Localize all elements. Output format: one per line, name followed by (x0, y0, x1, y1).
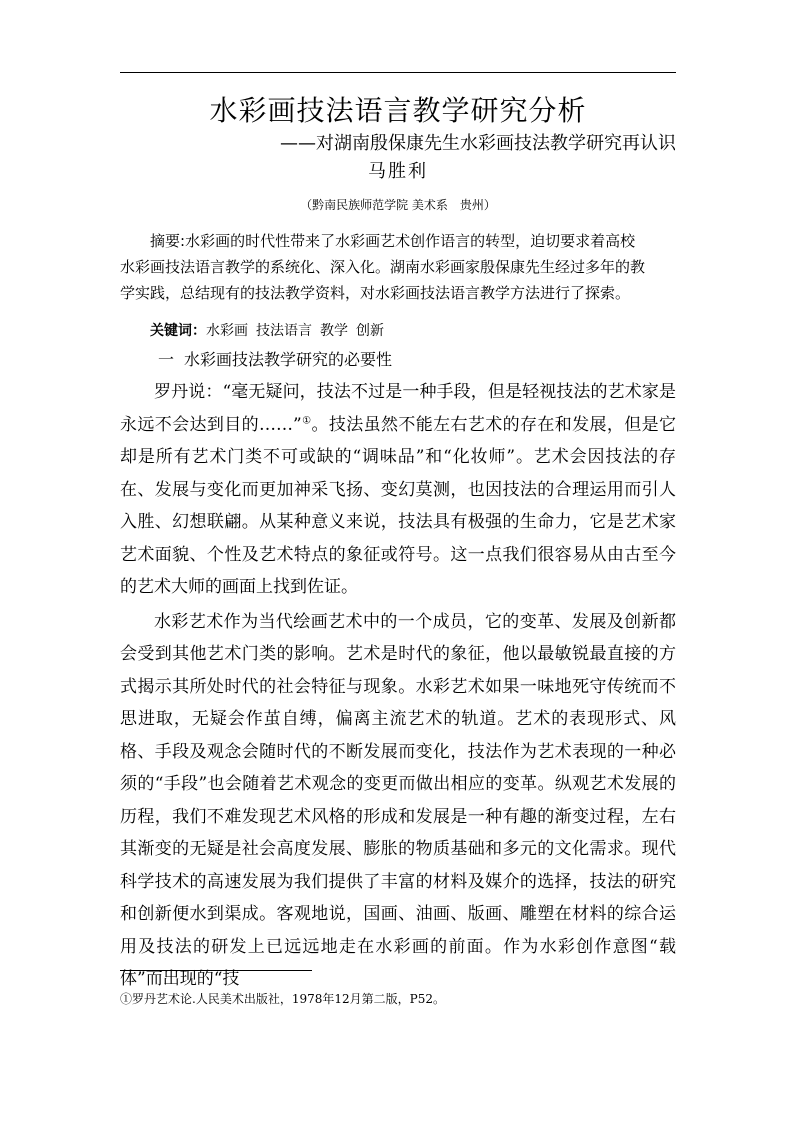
keyword-item: 水彩画 (206, 323, 248, 339)
paragraph-1 (120, 376, 676, 604)
abstract-label: 摘要: (150, 232, 186, 250)
paragraph-1-text-a: 罗丹说：“毫无疑问，技法不过是一种手段，但是轻视技法的艺术家是永远不会达到目的……” (120, 382, 676, 435)
paragraph-1-text-b: 。技法虽然不能左右艺术的存在和发展，但是它却是所有艺术门类不可或缺的“调味品”和“化妆师”。艺术会因技法的存在、发展与变化而更加神采飞扬、变幻莫测，也因技法的合理运用而引人入胜、幻想联翩。从某种意义来说，技法具有极强的生命力，它是艺术家艺术面貌、个性及艺术特点的象征或符号。这一点我们很容易从由古至今的艺术大师的画面上找到佐证。 (120, 414, 677, 597)
keyword-item: 创新 (356, 323, 384, 339)
paper-subtitle: ——对湖南殷保康先生水彩画技法教学研究再认识 (280, 133, 676, 154)
keywords-label: 关键词： (150, 323, 206, 339)
keyword-item: 技法语言 (256, 323, 312, 339)
keyword-item: 教学 (320, 323, 348, 339)
section-number: 一 (158, 350, 175, 369)
keywords (150, 320, 392, 342)
paper-title: 水彩画技法语言教学研究分析 (209, 94, 587, 127)
footnote-rule (120, 970, 312, 971)
body-text (120, 376, 676, 998)
section-title: 水彩画技法教学研究的必要性 (184, 350, 393, 369)
abstract-text: 水彩画的时代性带来了水彩画艺术创作语言的转型，迫切要求着高校水彩画技法语言教学的系统化、深入化。湖南水彩画家殷保康先生经过多年的教学实践，总结现有的技法教学资料，对水彩画技法语言教学方法进行了探索。 (120, 232, 646, 302)
header-rule (120, 72, 676, 73)
abstract (120, 228, 648, 306)
paragraph-2: 水彩艺术作为当代绘画艺术中的一个成员，它的变革、发展及创新都会受到其他艺术门类的影响。艺术是时代的象征，他以最敏锐最直接的方式揭示其所处时代的社会特征与现象。水彩艺术如果一味地死守传统而不思进取，无疑会作茧自缚，偏离主流艺术的轨道。艺术的表现形式、风格、手段及观念会随时代的不断发展而变化，技法作为艺术表现的一种必须的“手段”也会随着艺术观念的变更而做出相应的变革。纵观艺术发展的历程，我们不难发现艺术风格的形成和发展是一种有趣的渐变过程，左右其渐变的无疑是社会高度发展、膨胀的物质基础和多元的文化需求。现代科学技术的高速发展为我们提供了丰富的材料及媒介的选择，技法的研究和创新便水到渠成。客观地说，国画、油画、版画、雕塑在材料的综合运用及技法的研发上已远远地走在水彩画的前面。作为水彩创作意图“载体”而出现的“技 (120, 611, 676, 989)
footnote-text: ①罗丹艺术论.人民美术出版社，1978年12月第二版，P52。 (120, 992, 445, 1006)
section-heading (158, 348, 392, 372)
footnote-reference[interactable]: ① (301, 414, 312, 426)
author-affiliation: （黔南民族师范学院 美术系 贵州） (300, 198, 496, 212)
author-name: 马胜利 (368, 161, 428, 182)
